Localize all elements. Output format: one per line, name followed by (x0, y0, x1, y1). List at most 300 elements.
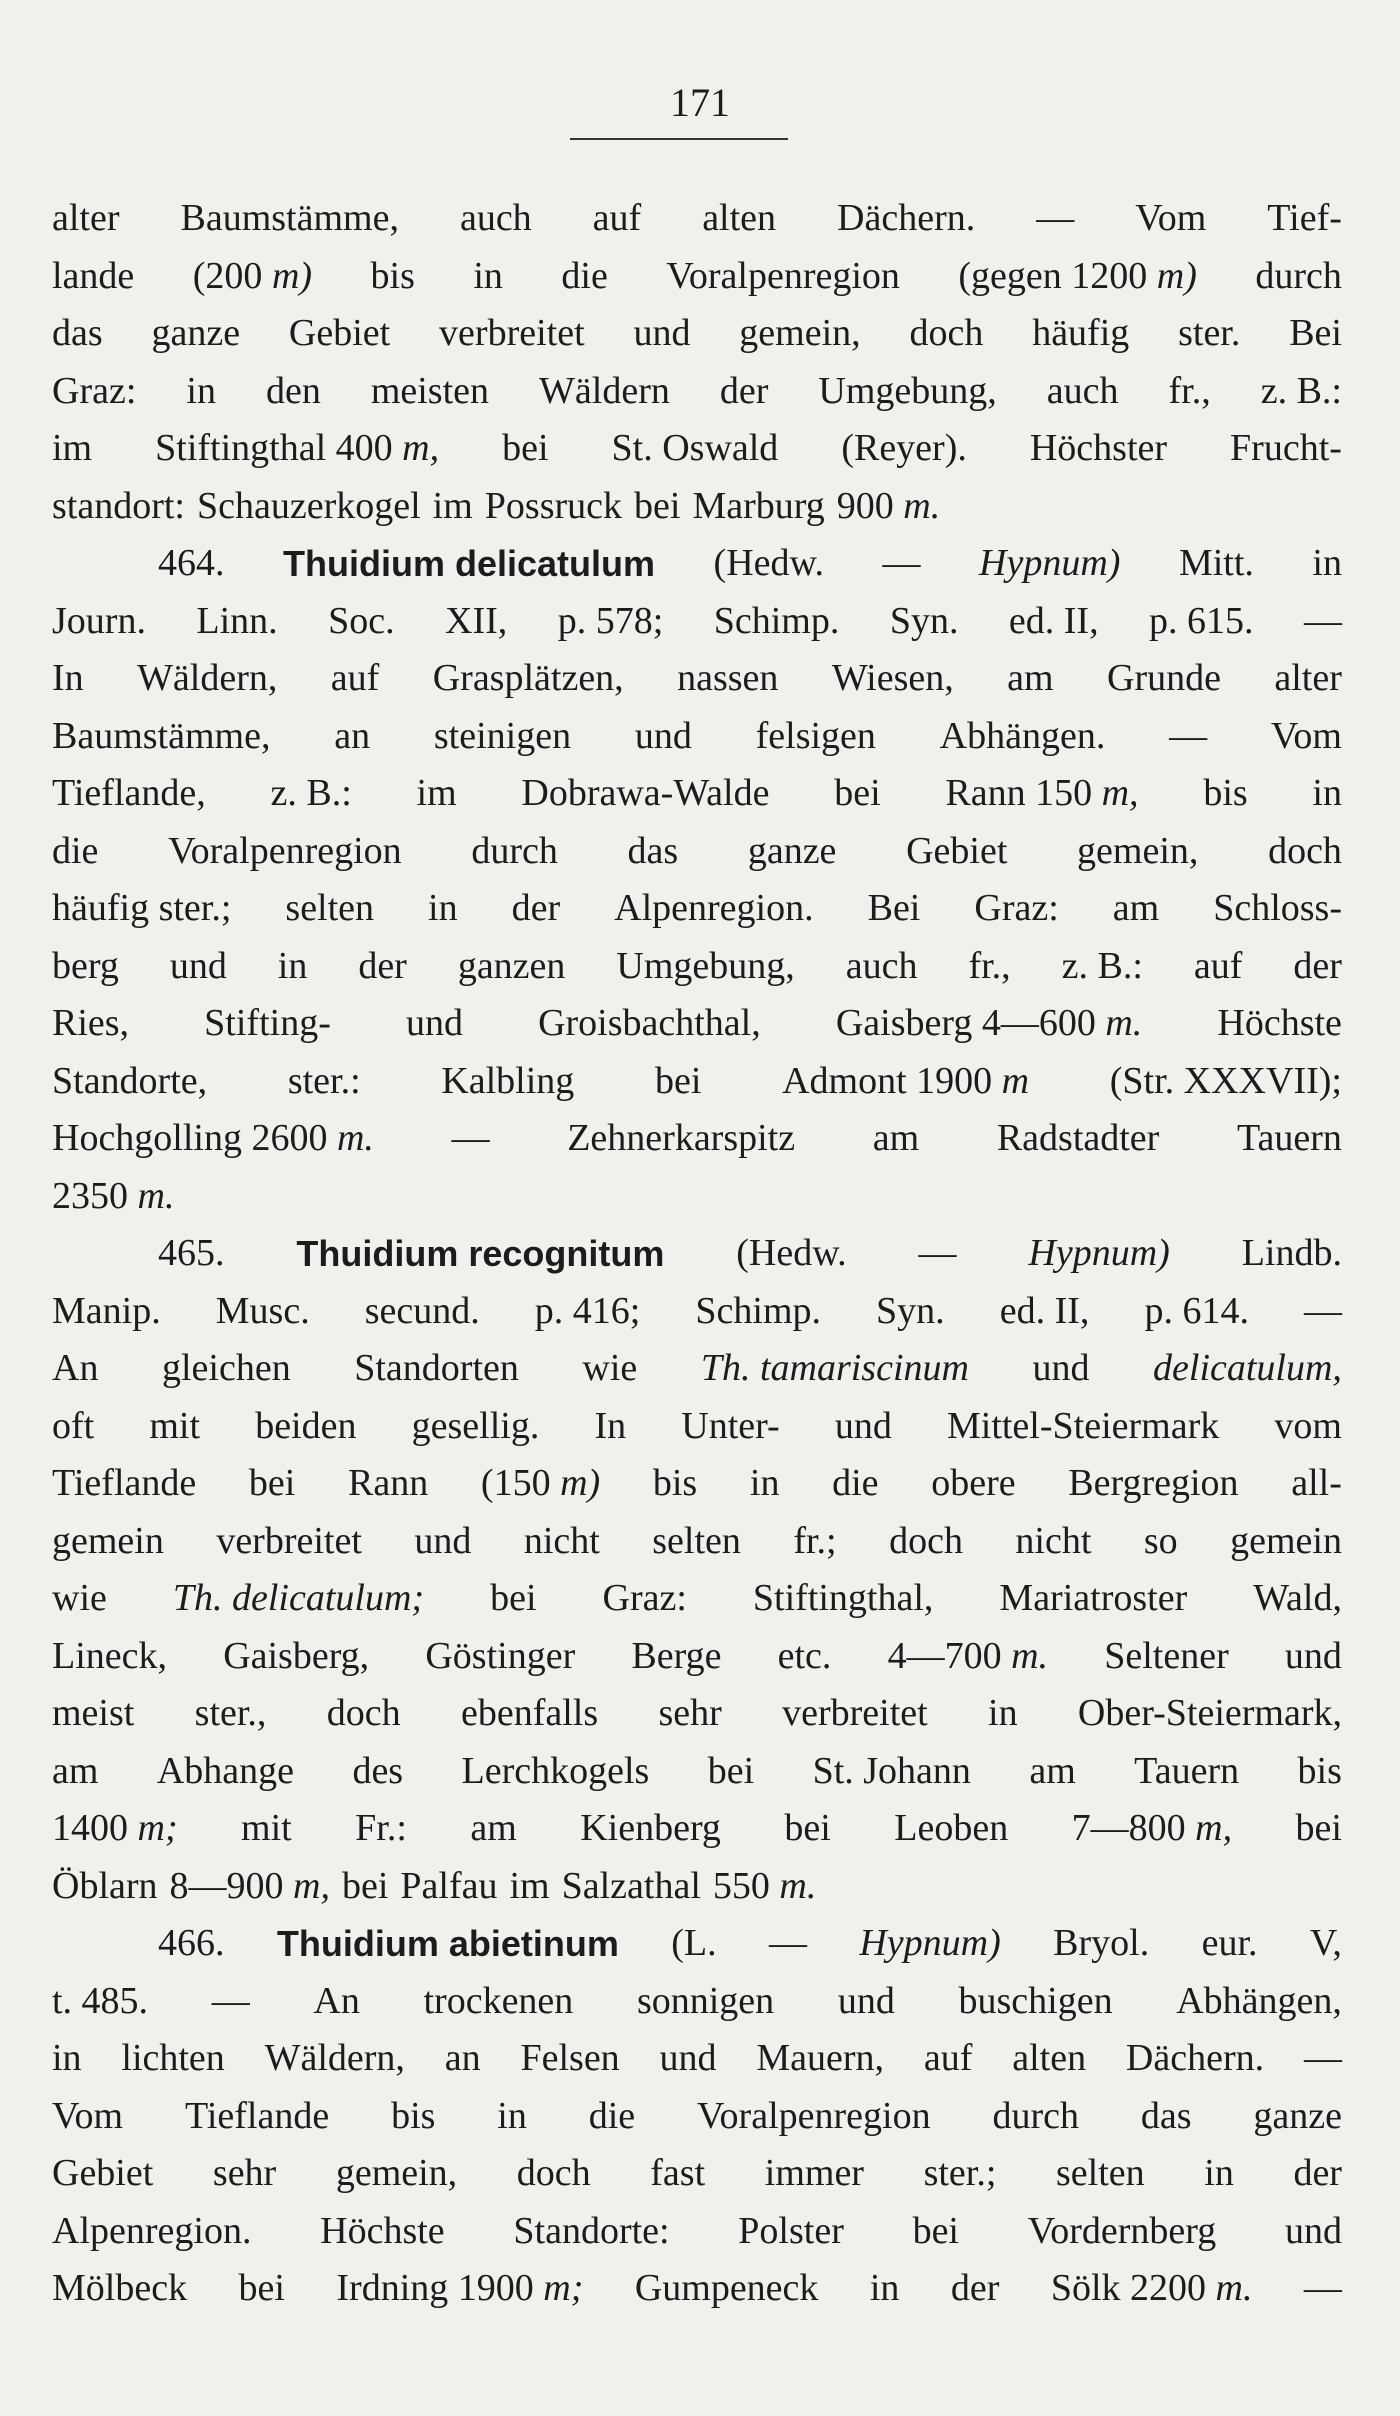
word (197, 478, 421, 536)
text-segment: Syn. (889, 599, 959, 642)
italic-text: m) (560, 1462, 601, 1504)
word (433, 650, 624, 708)
text-segment: sonnigen (636, 1979, 775, 2022)
word (1032, 1340, 1089, 1398)
word (1203, 765, 1247, 823)
word (1304, 1283, 1342, 1341)
word (909, 305, 983, 363)
word (170, 1858, 330, 1916)
word (837, 190, 975, 248)
text-segment: Grunde (1107, 657, 1221, 699)
text-segment: der (511, 887, 561, 929)
word (158, 535, 225, 593)
word (1134, 1743, 1239, 1801)
text-segment: gemein (52, 1519, 164, 1562)
text-segment: 8—900 (169, 1864, 294, 1907)
text-segment: Frucht- (1230, 427, 1342, 469)
text-segment: fr., (1168, 369, 1211, 412)
word (593, 190, 642, 248)
page-number: 171 (670, 80, 730, 125)
text-segment: Unter- (681, 1404, 780, 1447)
text-segment: Soc. (328, 599, 395, 642)
word (196, 593, 277, 651)
text-segment: im (509, 1864, 550, 1907)
text-segment: selten (1056, 2152, 1145, 2194)
word (434, 708, 571, 766)
italic-text: m. (137, 1174, 175, 1217)
text-segment: und (1284, 1634, 1342, 1677)
text-segment: die (832, 1462, 879, 1504)
word (1202, 1915, 1258, 1973)
text-segment: das (627, 829, 679, 872)
word (412, 1398, 540, 1456)
word (1285, 2203, 1342, 2261)
word (1179, 535, 1254, 593)
text-segment: doch (909, 312, 984, 354)
word (121, 2030, 224, 2088)
text-segment: in (1204, 2152, 1234, 2194)
text-line (52, 823, 1342, 881)
text-segment: St. Oswald (611, 427, 779, 469)
word (1110, 1053, 1342, 1111)
word (471, 823, 558, 881)
text-segment: Zehnerkarspitz (567, 1117, 796, 1159)
text-segment: Tieflande (52, 1462, 197, 1504)
word (951, 2260, 1000, 2318)
text-segment: bei (912, 2209, 959, 2252)
text-segment: nicht (523, 1519, 600, 1562)
text-segment: auch (845, 944, 918, 987)
word (793, 1513, 836, 1571)
text-segment: 4—700 (887, 1634, 1012, 1677)
text-segment: bei (238, 2267, 285, 2309)
word (1168, 363, 1210, 421)
word (168, 823, 402, 881)
text-line (52, 2088, 1342, 2146)
text-segment: Standorte, (52, 1059, 208, 1102)
word (1293, 938, 1342, 996)
word (894, 1800, 1008, 1858)
text-segment: z. B.: (270, 772, 352, 814)
word (277, 1915, 619, 1973)
text-segment: die (52, 829, 99, 872)
text-segment: (Reyer). (841, 427, 967, 469)
text-segment: Umgebung, (818, 369, 997, 412)
text-segment: V, (1309, 1922, 1342, 1964)
word (52, 478, 185, 536)
italic-text: m; (137, 1807, 178, 1849)
text-line (52, 880, 1342, 938)
word (1015, 1513, 1091, 1571)
word (334, 708, 370, 766)
word (697, 2088, 931, 2146)
text-segment: (150 (480, 1462, 561, 1504)
word (713, 1858, 816, 1916)
word (336, 2145, 457, 2203)
text-line (52, 1858, 1342, 1916)
word (739, 305, 860, 363)
text-segment: häufig ster.; (52, 887, 232, 929)
text-segment: alten (702, 197, 777, 239)
text-segment: bis (370, 254, 415, 297)
text-segment: felsigen (755, 714, 876, 757)
word (414, 1513, 471, 1571)
text-segment: im (416, 772, 457, 814)
text-line (52, 1628, 1342, 1686)
text-segment: Mariatroster (999, 1577, 1188, 1619)
word (782, 1685, 928, 1743)
text-line (52, 2030, 1342, 2088)
text-segment: und (405, 1002, 463, 1044)
text-segment: mit (241, 1807, 292, 1849)
text-line (52, 650, 1342, 708)
word (52, 1858, 158, 1916)
text-segment: Tief- (1267, 197, 1342, 239)
word (195, 1685, 267, 1743)
word (677, 650, 778, 708)
text-segment: Öblarn (52, 1864, 158, 1907)
text-segment: am (470, 1807, 517, 1849)
text-segment: mit (149, 1404, 201, 1447)
text-segment: in (749, 1462, 780, 1504)
text-segment: — (882, 542, 921, 584)
text-segment: und (1284, 2209, 1342, 2252)
text-line (52, 1225, 1342, 1283)
text-segment: gemein, (335, 2152, 458, 2194)
word (1036, 190, 1074, 248)
word (1293, 2145, 1342, 2203)
word (162, 1340, 291, 1398)
italic-text: m. (903, 484, 941, 527)
word (331, 650, 380, 708)
text-segment: — (451, 1117, 490, 1159)
word (255, 1398, 356, 1456)
word (391, 2088, 435, 2146)
text-segment: Stifting- (204, 1002, 331, 1044)
word (832, 1455, 878, 1513)
word (612, 420, 779, 478)
text-segment: Wäldern, (137, 657, 278, 699)
text-segment: p. 614. (1144, 1289, 1249, 1332)
text-segment: doch (889, 1519, 963, 1562)
text-line (52, 305, 1342, 363)
text-segment: der (719, 369, 769, 412)
word (52, 305, 103, 363)
word (283, 535, 655, 593)
text-segment: gleichen (161, 1347, 291, 1389)
word (186, 363, 216, 421)
text-line (52, 708, 1342, 766)
word (714, 535, 824, 593)
word (753, 1570, 934, 1628)
text-segment: in (277, 944, 308, 987)
word (868, 880, 921, 938)
text-line (52, 1915, 1342, 1973)
text-segment: steinigen (433, 714, 572, 757)
text-segment: ster. (1178, 312, 1241, 354)
text-line (52, 1570, 1342, 1628)
text-segment: all- (1291, 1462, 1342, 1504)
word (658, 1685, 721, 1743)
text-segment: Berge (631, 1634, 722, 1677)
text-line (52, 190, 1342, 248)
word (1072, 1800, 1232, 1858)
word (748, 823, 837, 881)
text-segment: Schimp. (695, 1289, 822, 1332)
text-segment: häufig (1032, 312, 1130, 354)
word (1291, 1455, 1342, 1513)
word (720, 363, 769, 421)
word (1304, 2260, 1342, 2318)
word (439, 305, 585, 363)
word (354, 1340, 519, 1398)
word (756, 708, 876, 766)
text-segment: alter (52, 197, 120, 239)
text-segment: ed. II, (1008, 599, 1099, 642)
text-segment: am (872, 1117, 920, 1159)
word (958, 1973, 1112, 2031)
text-segment: Voralpenregion (666, 254, 900, 297)
text-segment: fr., (968, 944, 1011, 987)
word (296, 1225, 664, 1283)
word (1028, 2203, 1217, 2261)
text-segment: — (1303, 2037, 1342, 2079)
word (157, 1743, 294, 1801)
italic-text: m, (1101, 772, 1139, 814)
species-name: Thuidium abietinum (276, 1923, 619, 1964)
text-segment: secund. (364, 1289, 480, 1332)
word (883, 535, 921, 593)
word (1149, 593, 1254, 651)
word (873, 1110, 919, 1168)
italic-text: Hypnum) (979, 542, 1121, 584)
text-segment: Tieflande (184, 2094, 330, 2137)
word (241, 1800, 292, 1858)
text-segment: Bei (1289, 312, 1342, 354)
text-line (52, 1455, 1342, 1513)
text-segment: Musc. (215, 1289, 310, 1332)
text-segment: Tauern (1134, 1749, 1240, 1792)
text-segment: 7—800 (1071, 1807, 1196, 1849)
text-segment: Admont 1900 (782, 1059, 1002, 1102)
word (832, 650, 954, 708)
text-segment: Baumstämme, (180, 197, 399, 239)
word (1268, 823, 1342, 881)
text-segment: Umgebung, (616, 944, 795, 987)
word (838, 1973, 895, 2031)
text-segment: Gebiet (906, 829, 1008, 872)
word (765, 2145, 864, 2203)
text-segment: Mauern, (756, 2037, 885, 2079)
word (888, 1628, 1048, 1686)
italic-text: m. (336, 1117, 374, 1159)
word (924, 2030, 973, 2088)
word (681, 1398, 779, 1456)
text-line (52, 1743, 1342, 1801)
word (288, 1053, 361, 1111)
text-segment: des (352, 1749, 404, 1792)
word (841, 420, 967, 478)
word (558, 593, 664, 651)
word (1310, 1915, 1342, 1973)
text-segment: Höchste (1217, 1002, 1342, 1044)
word (52, 2203, 251, 2261)
word (52, 1570, 107, 1628)
word (652, 1513, 741, 1571)
text-segment: ster.; (923, 2152, 997, 2194)
text-segment: An (313, 1979, 360, 2022)
word (1271, 708, 1342, 766)
word (52, 1743, 98, 1801)
text-segment: bei (1295, 1807, 1342, 1849)
word (1304, 593, 1342, 651)
word (52, 708, 270, 766)
word (52, 1685, 134, 1743)
text-segment: standort: (52, 484, 185, 527)
text-segment: Voralpenregion (168, 829, 402, 872)
word (223, 1628, 369, 1686)
word (462, 1743, 650, 1801)
word (653, 1455, 697, 1513)
text-segment: Manip. (52, 1289, 161, 1332)
word (539, 363, 670, 421)
word (1009, 593, 1099, 651)
text-segment: — (211, 1979, 250, 2022)
word (634, 478, 680, 536)
text-segment: Seltener (1104, 1634, 1229, 1677)
text-segment: ed. II, (999, 1289, 1090, 1332)
text-segment: Sölk 2200 (1050, 2267, 1216, 2309)
text-segment: Alpenregion. (614, 887, 814, 929)
word (876, 1283, 945, 1341)
word (473, 248, 503, 306)
word (561, 248, 607, 306)
text-segment: doch (516, 2152, 591, 2194)
text-segment: 2350 (52, 1174, 138, 1217)
text-segment: — (1303, 1289, 1342, 1332)
word (1126, 2030, 1264, 2088)
word (52, 823, 98, 881)
word (423, 1973, 573, 2031)
word (173, 1570, 424, 1628)
text-segment: etc. (777, 1634, 832, 1677)
text-segment: lichten (121, 2037, 225, 2079)
text-segment: bis (1297, 1749, 1342, 1792)
text-segment: Gaisberg 4—600 (835, 1002, 1106, 1044)
word (538, 995, 761, 1053)
text-segment: verbreitet (216, 1519, 362, 1562)
text-segment: Graz: (52, 369, 137, 412)
word (52, 1628, 167, 1686)
word (1000, 1283, 1090, 1341)
word (348, 1455, 428, 1513)
text-line (52, 2203, 1342, 2261)
text-line (52, 1110, 1342, 1168)
word (834, 765, 880, 823)
word (631, 1628, 721, 1686)
text-segment: 464. (158, 542, 225, 584)
text-segment: p. 416; (534, 1289, 641, 1332)
text-segment: gemein, (739, 312, 861, 354)
word (433, 478, 473, 536)
word (870, 2260, 900, 2318)
word (708, 1743, 754, 1801)
text-segment: Dobrawa-Walde (521, 772, 770, 814)
text-segment: Rann (348, 1462, 429, 1504)
text-segment: Wald, (1253, 1577, 1342, 1619)
text-segment: XII, (445, 599, 508, 642)
word (889, 1513, 963, 1571)
text-segment: Alpenregion. (52, 2209, 252, 2252)
text-segment: Rann 150 (945, 772, 1102, 814)
word (1296, 1800, 1342, 1858)
text-segment: wie (582, 1347, 638, 1389)
text-segment: St. Johann (812, 1749, 971, 1792)
word (778, 1628, 832, 1686)
text-segment: (gegen 1200 (958, 254, 1157, 297)
text-segment: 466. (158, 1922, 225, 1964)
word (52, 880, 231, 938)
text-segment: auch (1046, 369, 1119, 412)
word (702, 190, 776, 248)
text-line (52, 1053, 1342, 1111)
word (216, 1283, 310, 1341)
word (512, 880, 561, 938)
word (428, 880, 458, 938)
italic-text: m. (1215, 2267, 1253, 2309)
word (52, 1110, 374, 1168)
word (1285, 1628, 1342, 1686)
text-segment: — (1303, 599, 1342, 642)
word (358, 938, 407, 996)
text-segment: Abhange (156, 1749, 295, 1792)
text-segment: Mölbeck (52, 2267, 188, 2309)
word (1194, 938, 1243, 996)
word (185, 2088, 329, 2146)
word (342, 1858, 388, 1916)
italic-text: m. (1011, 1634, 1049, 1677)
text-segment: Standorten (354, 1347, 519, 1389)
word (1253, 2088, 1342, 2146)
text-segment: die (588, 2094, 636, 2137)
text-line (52, 2260, 1342, 2318)
word (52, 593, 146, 651)
word (425, 1628, 575, 1686)
text-segment: — (1036, 197, 1075, 239)
word (1312, 535, 1342, 593)
text-segment: Grasplätzen, (432, 657, 624, 699)
text-segment: Palfau (400, 1864, 498, 1907)
text-segment: verbreitet (782, 1692, 928, 1734)
text-segment: und (1032, 1347, 1090, 1389)
text-segment: buschigen (958, 1979, 1113, 2022)
text-segment: Gaisberg, (223, 1634, 370, 1677)
text-segment: ganzen (457, 944, 566, 987)
text-segment: Gebiet (52, 2152, 154, 2194)
text-line (52, 1973, 1342, 2031)
word (940, 708, 1106, 766)
text-segment: der (358, 944, 407, 987)
word (999, 1570, 1187, 1628)
word (633, 305, 690, 363)
word (1312, 765, 1342, 823)
word (458, 938, 566, 996)
word (1204, 2145, 1234, 2203)
word (52, 190, 120, 248)
word (635, 708, 692, 766)
word (890, 593, 959, 651)
text-segment: Voralpenregion (697, 2094, 931, 2137)
